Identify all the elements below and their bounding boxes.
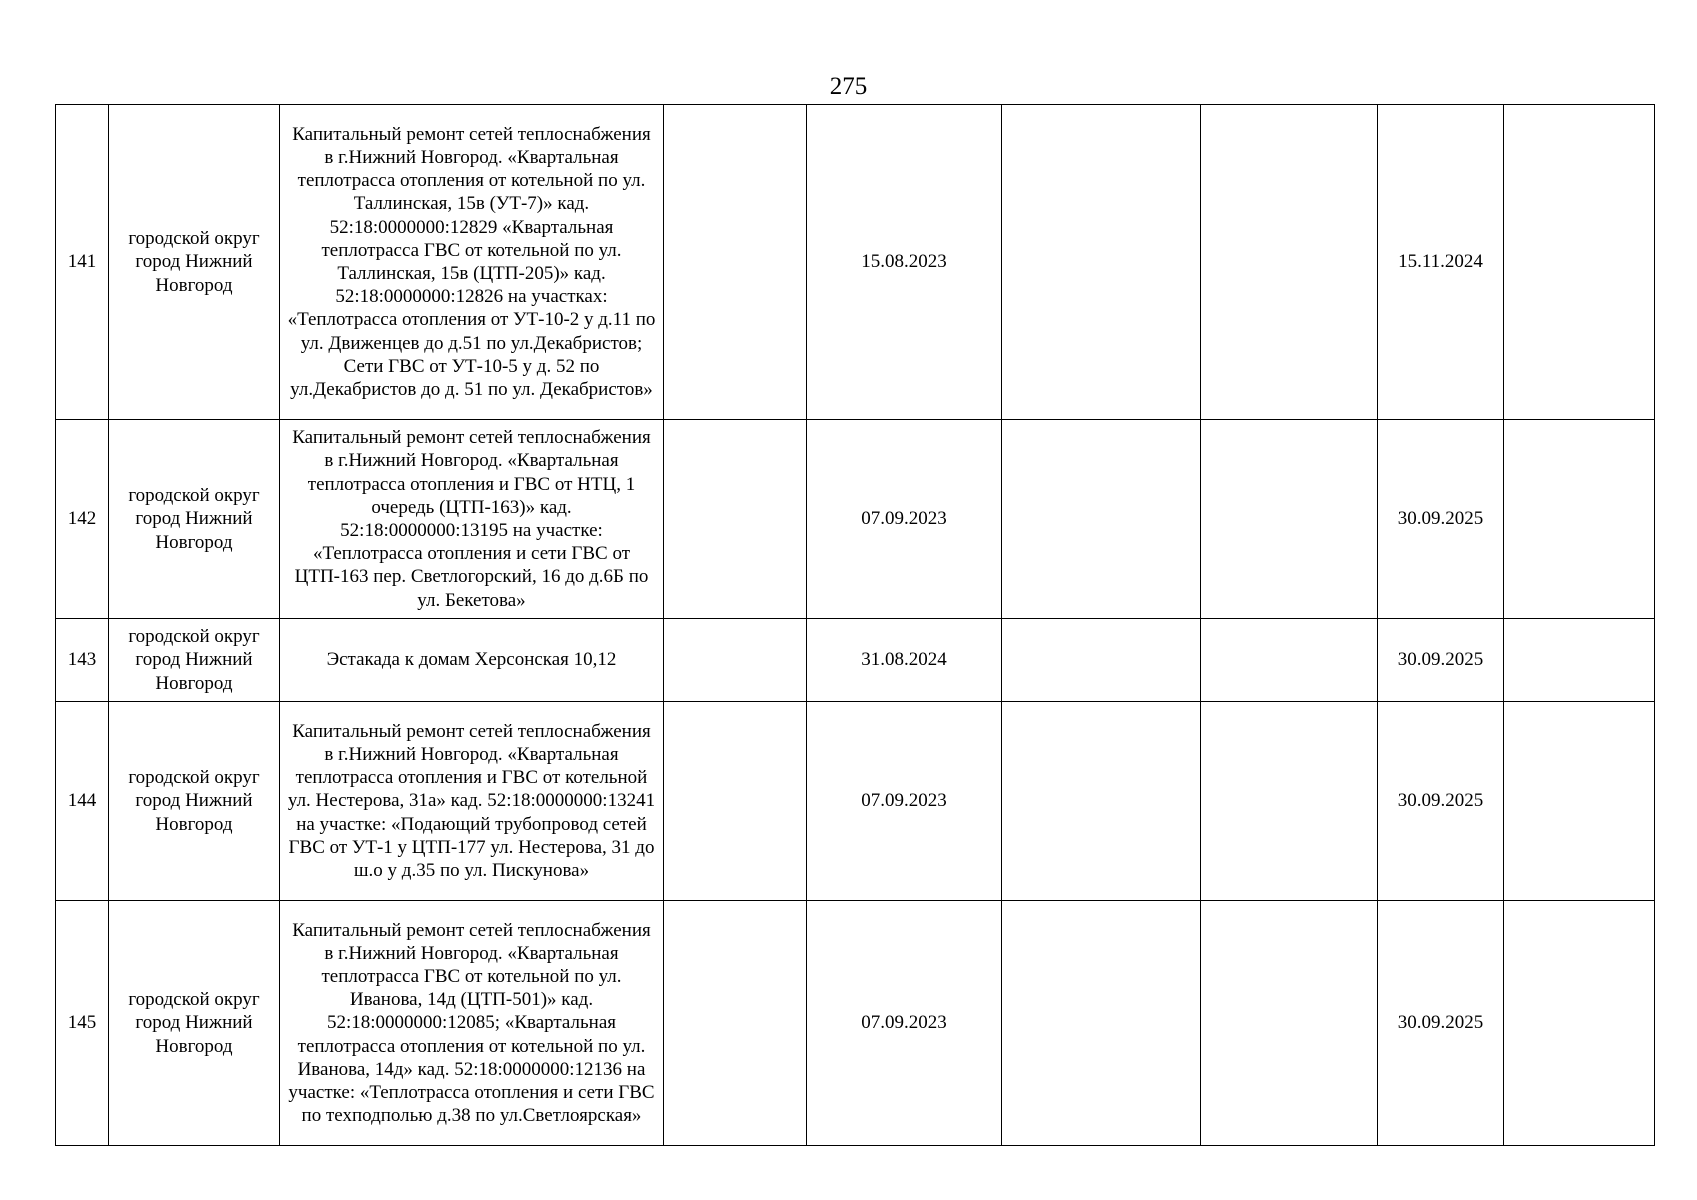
table-row <box>56 619 1655 702</box>
start-date-cell: 07.09.2023 <box>807 702 1002 901</box>
empty-cell <box>1002 105 1201 420</box>
description-cell: Капитальный ремонт сетей теплоснабжения в г.Нижний Новгород. «Квартальная теплотрасса ГВС от котельной по ул. Иванова, 14д (ЦТП-501)» кад. 52:18:0000000:12085; «Квартальная теплотрасса отопления от котельной по ул. Иванова, 14д» кад. 52:18:0000000:12136 на участке: «Теплотрасса отопления и сети ГВС по техподполью д.38 по ул.Светлоярская» <box>280 901 664 1146</box>
empty-cell <box>1002 901 1201 1146</box>
empty-cell <box>1201 619 1378 702</box>
empty-cell <box>1002 619 1201 702</box>
end-date-cell: 30.09.2025 <box>1378 901 1504 1146</box>
empty-cell <box>1504 901 1655 1146</box>
description-cell: Капитальный ремонт сетей теплоснабжения в г.Нижний Новгород. «Квартальная теплотрасса отопления и ГВС от НТЦ, 1 очередь (ЦТП-163)» кад. 52:18:0000000:13195 на участке: «Теплотрасса отопления и сети ГВС от ЦТП-163 пер. Светлогорский, 16 до д.6Б по ул. Бекетова» <box>280 420 664 619</box>
empty-cell <box>1002 702 1201 901</box>
empty-cell <box>1201 420 1378 619</box>
start-date-cell: 15.08.2023 <box>807 105 1002 420</box>
start-date-cell: 07.09.2023 <box>807 420 1002 619</box>
municipality-cell: городской округ город Нижний Новгород <box>109 702 280 901</box>
table-row <box>56 901 1655 1146</box>
municipality-cell: городской округ город Нижний Новгород <box>109 105 280 420</box>
table-row <box>56 702 1655 901</box>
start-date-cell: 07.09.2023 <box>807 901 1002 1146</box>
row-number: 141 <box>56 105 109 420</box>
works-table <box>55 104 1655 1146</box>
table-row <box>56 105 1655 420</box>
empty-cell <box>1504 619 1655 702</box>
empty-cell <box>664 105 807 420</box>
description-cell: Капитальный ремонт сетей теплоснабжения в г.Нижний Новгород. «Квартальная теплотрасса отопления и ГВС от котельной ул. Нестерова, 31а» кад. 52:18:0000000:13241 на участке: «Подающий трубопровод сетей ГВС от УТ-1 у ЦТП-177 ул. Нестерова, 31 до ш.о у д.35 по ул. Пискунова» <box>280 702 664 901</box>
municipality-cell: городской округ город Нижний Новгород <box>109 901 280 1146</box>
row-number: 145 <box>56 901 109 1146</box>
row-number: 143 <box>56 619 109 702</box>
end-date-cell: 15.11.2024 <box>1378 105 1504 420</box>
row-number: 142 <box>56 420 109 619</box>
empty-cell <box>664 901 807 1146</box>
end-date-cell: 30.09.2025 <box>1378 619 1504 702</box>
municipality-cell: городской округ город Нижний Новгород <box>109 420 280 619</box>
empty-cell <box>664 420 807 619</box>
empty-cell <box>664 619 807 702</box>
start-date-cell: 31.08.2024 <box>807 619 1002 702</box>
table-row <box>56 420 1655 619</box>
empty-cell <box>1504 105 1655 420</box>
empty-cell <box>1201 702 1378 901</box>
description-cell: Капитальный ремонт сетей теплоснабжения в г.Нижний Новгород. «Квартальная теплотрасса отопления от котельной по ул. Таллинская, 15в (УТ-7)» кад. 52:18:0000000:12829 «Квартальная теплотрасса ГВС от котельной по ул. Таллинская, 15в (ЦТП-205)» кад. 52:18:0000000:12826 на участках: «Теплотрасса отопления от УТ-10-2 у д.11 по ул. Движенцев до д.51 по ул.Декабристов; Сети ГВС от УТ-10-5 у д. 52 по ул.Декабристов до д. 51 по ул. Декабристов» <box>280 105 664 420</box>
row-number: 144 <box>56 702 109 901</box>
municipality-cell: городской округ город Нижний Новгород <box>109 619 280 702</box>
description-cell: Эстакада к домам Херсонская 10,12 <box>280 619 664 702</box>
empty-cell <box>1201 105 1378 420</box>
end-date-cell: 30.09.2025 <box>1378 420 1504 619</box>
empty-cell <box>1504 702 1655 901</box>
empty-cell <box>664 702 807 901</box>
page-number: 275 <box>829 73 868 100</box>
empty-cell <box>1504 420 1655 619</box>
empty-cell <box>1201 901 1378 1146</box>
empty-cell <box>1002 420 1201 619</box>
end-date-cell: 30.09.2025 <box>1378 702 1504 901</box>
